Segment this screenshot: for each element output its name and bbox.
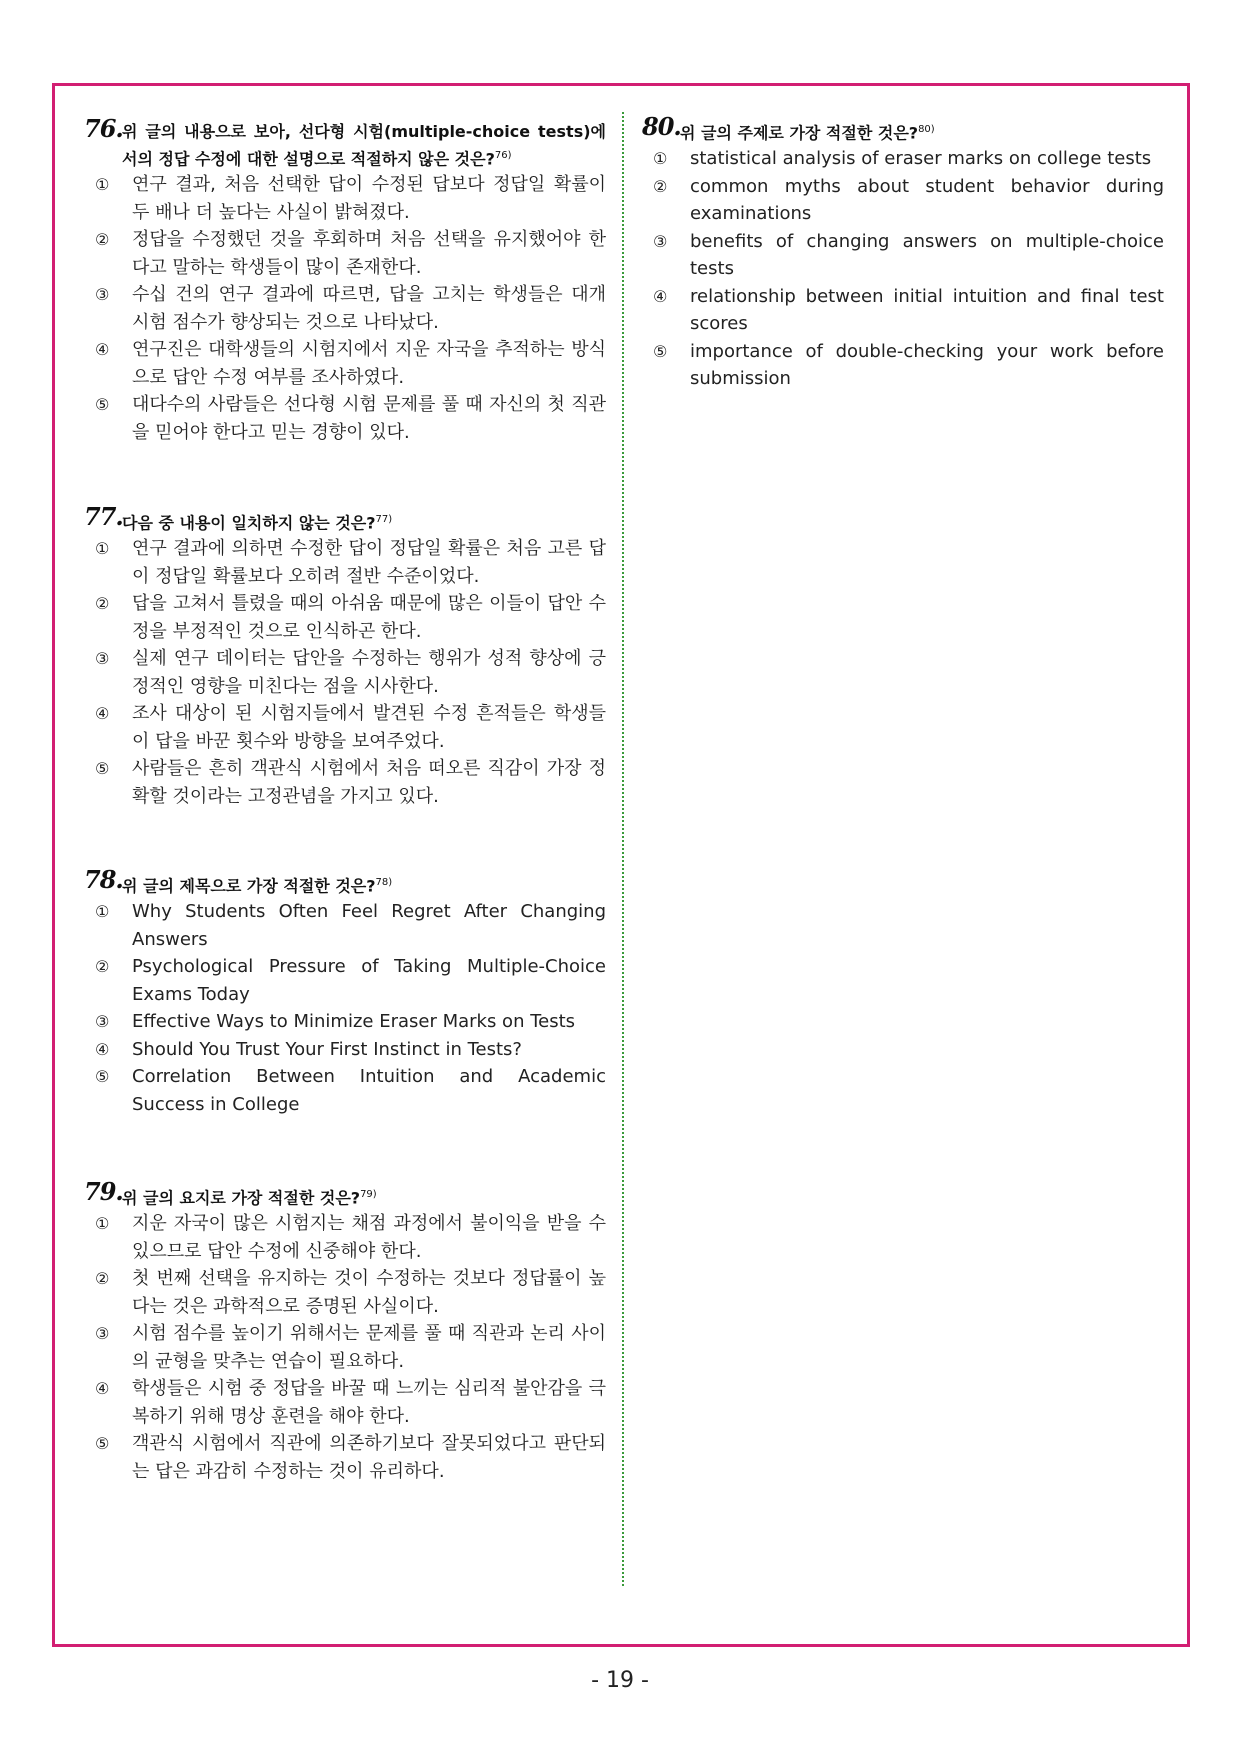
choice-text: 시험 점수를 높이기 위해서는 문제를 풀 때 직관과 논리 사이의 균형을 맞추는 연습이 필요하다. [132,1323,606,1372]
choice-text: 실제 연구 데이터는 답안을 수정하는 행위가 성적 향상에 긍정적인 영향을 미친다는 점을 시사한다. [132,648,606,697]
choice-number: ④ [95,704,110,724]
choice-text: statistical analysis of eraser marks on college tests [690,148,1152,170]
choice-text: Psychological Pressure of Taking Multiple-Choice Exams Today [132,956,606,1005]
answer-choice[interactable] [653,228,1164,283]
choice-number: ③ [653,231,668,251]
choice-text: 지운 자국이 많은 시험지는 채점 과정에서 불이익을 받을 수 있으므로 답안 수정에 신중해야 한다. [132,1213,606,1262]
answer-choice[interactable] [95,336,606,391]
choice-number: ② [95,957,110,977]
answer-choice[interactable] [653,173,1164,228]
footnote-ref: 77) [375,514,393,525]
answer-choice[interactable] [95,1036,606,1064]
answer-choice[interactable] [95,1320,606,1375]
answer-choice[interactable] [95,1265,606,1320]
choice-number: ② [653,176,668,196]
choice-number: ⑤ [95,1434,110,1454]
footnote-ref: 79) [360,1189,377,1200]
choice-number: ③ [95,1324,110,1344]
question-number: 80. [642,112,681,141]
choice-number: ④ [95,1379,110,1399]
choice-text: 연구진은 대학생들의 시험지에서 지운 자국을 추적하는 방식으로 답안 수정 여부를 조사하였다. [132,339,606,388]
choice-number: ② [95,1269,110,1289]
choice-text: 수십 건의 연구 결과에 따르면, 답을 고치는 학생들은 대개 시험 점수가 향상되는 것으로 나타났다. [132,284,606,333]
choice-text: 정답을 수정했던 것을 후회하며 처음 선택을 유지했어야 한다고 말하는 학생들이 많이 존재한다. [132,229,606,278]
choice-text: Should You Trust Your First Instinct in Tests? [132,1038,522,1060]
footnote-ref: 76) [494,150,512,161]
choice-number: ② [95,230,110,250]
answer-choice[interactable] [95,755,606,810]
choice-text: importance of double-checking your work before submission [690,340,1164,390]
question-78 [84,865,606,1118]
choice-number: ① [653,149,668,169]
answer-choice[interactable] [95,1430,606,1485]
question-prompt [84,1177,606,1210]
choice-text: 사람들은 흔히 객관식 시험에서 처음 떠오른 직감이 가장 정확할 것이라는 고정관념을 가지고 있다. [132,758,606,807]
answer-choice[interactable] [95,1063,606,1118]
answer-choice[interactable] [95,590,606,645]
choice-number: ② [95,594,110,614]
column-divider [622,112,624,1586]
choice-number: ⑤ [653,341,668,361]
answer-choice[interactable] [95,953,606,1008]
answer-choice[interactable] [95,391,606,446]
choice-number: ⑤ [95,395,110,415]
prompt-text: 위 글의 요지로 가장 적절한 것은? [122,1188,361,1208]
question-prompt [84,502,606,535]
question-prompt [84,865,606,898]
choice-text: Correlation Between Intuition and Academic Success in College [132,1066,606,1115]
prompt-text: 다음 중 내용이 일치하지 않는 것은? [122,513,376,533]
choice-number: ④ [95,340,110,360]
choice-number: ⑤ [95,759,110,779]
choice-text: common myths about student behavior during examinations [690,175,1164,225]
question-number: 77. [84,502,123,531]
choice-number: ① [95,902,110,922]
choice-text: 객관식 시험에서 직관에 의존하기보다 잘못되었다고 판단되는 답은 과감히 수정하는 것이 유리하다. [132,1433,606,1482]
choice-text: Why Students Often Feel Regret After Changing Answers [132,901,606,950]
question-number: 79. [84,1177,123,1206]
choice-number: ③ [95,1012,110,1032]
question-76 [84,114,606,446]
choice-number: ① [95,539,110,559]
choice-text: 대다수의 사람들은 선다형 시험 문제를 풀 때 자신의 첫 직관을 믿어야 한다고 믿는 경향이 있다. [132,394,606,443]
choice-text: relationship between initial intuition and final test scores [690,285,1164,335]
answer-choice[interactable] [95,226,606,281]
choice-text: 연구 결과, 처음 선택한 답이 수정된 답보다 정답일 확률이 두 배나 더 높다는 사실이 밝혀졌다. [132,174,606,223]
prompt-text: 위 글의 제목으로 가장 적절한 것은? [122,876,376,896]
question-number: 76. [84,114,123,143]
answer-choice[interactable] [95,1210,606,1265]
choice-number: ③ [95,285,110,305]
answer-choice[interactable] [95,171,606,226]
choice-number: ④ [653,286,668,306]
prompt-text: 위 글의 주제로 가장 적절한 것은? [680,123,919,143]
answer-choice[interactable] [95,645,606,700]
choice-text: 학생들은 시험 중 정답을 바꿀 때 느끼는 심리적 불안감을 극복하기 위해 명상 훈련을 해야 한다. [132,1378,606,1427]
question-80 [642,112,1164,393]
question-prompt [642,112,1164,145]
prompt-text: 위 글의 내용으로 보아, 선다형 시험(multiple-choice tests)에서의 정답 수정에 대한 설명으로 적절하지 않은 것은? [122,122,606,169]
choice-number: ⑤ [95,1067,110,1087]
answer-choice[interactable] [95,281,606,336]
footnote-ref: 80) [918,124,935,135]
question-77 [84,502,606,810]
choice-number: ① [95,1214,110,1234]
choice-text: 연구 결과에 의하면 수정한 답이 정답일 확률은 처음 고른 답이 정답일 확률보다 오히려 절반 수준이었다. [132,538,606,587]
answer-choice[interactable] [653,145,1164,173]
choice-text: benefits of changing answers on multiple-choice tests [690,230,1164,280]
choice-text: 첫 번째 선택을 유지하는 것이 수정하는 것보다 정답률이 높다는 것은 과학적으로 증명된 사실이다. [132,1268,606,1317]
choice-number: ③ [95,649,110,669]
answer-choice[interactable] [653,338,1164,393]
answer-choice[interactable] [95,898,606,953]
answer-choice[interactable] [653,283,1164,338]
choice-text: 답을 고쳐서 틀렸을 때의 아쉬움 때문에 많은 이들이 답안 수정을 부정적인 것으로 인식하곤 한다. [132,593,606,642]
answer-choice[interactable] [95,1008,606,1036]
choice-number: ① [95,175,110,195]
question-number: 78. [84,865,123,894]
choice-text: Effective Ways to Minimize Eraser Marks on Tests [132,1011,576,1033]
choice-text: 조사 대상이 된 시험지들에서 발견된 수정 흔적들은 학생들이 답을 바꾼 횟수와 방향을 보여주었다. [132,703,606,752]
choice-number: ④ [95,1039,110,1059]
answer-choice[interactable] [95,700,606,755]
footnote-ref: 78) [375,877,393,888]
question-79 [84,1177,606,1485]
answer-choice[interactable] [95,1375,606,1430]
page-number: - 19 - [591,1668,649,1693]
question-prompt [84,114,606,171]
answer-choice[interactable] [95,535,606,590]
